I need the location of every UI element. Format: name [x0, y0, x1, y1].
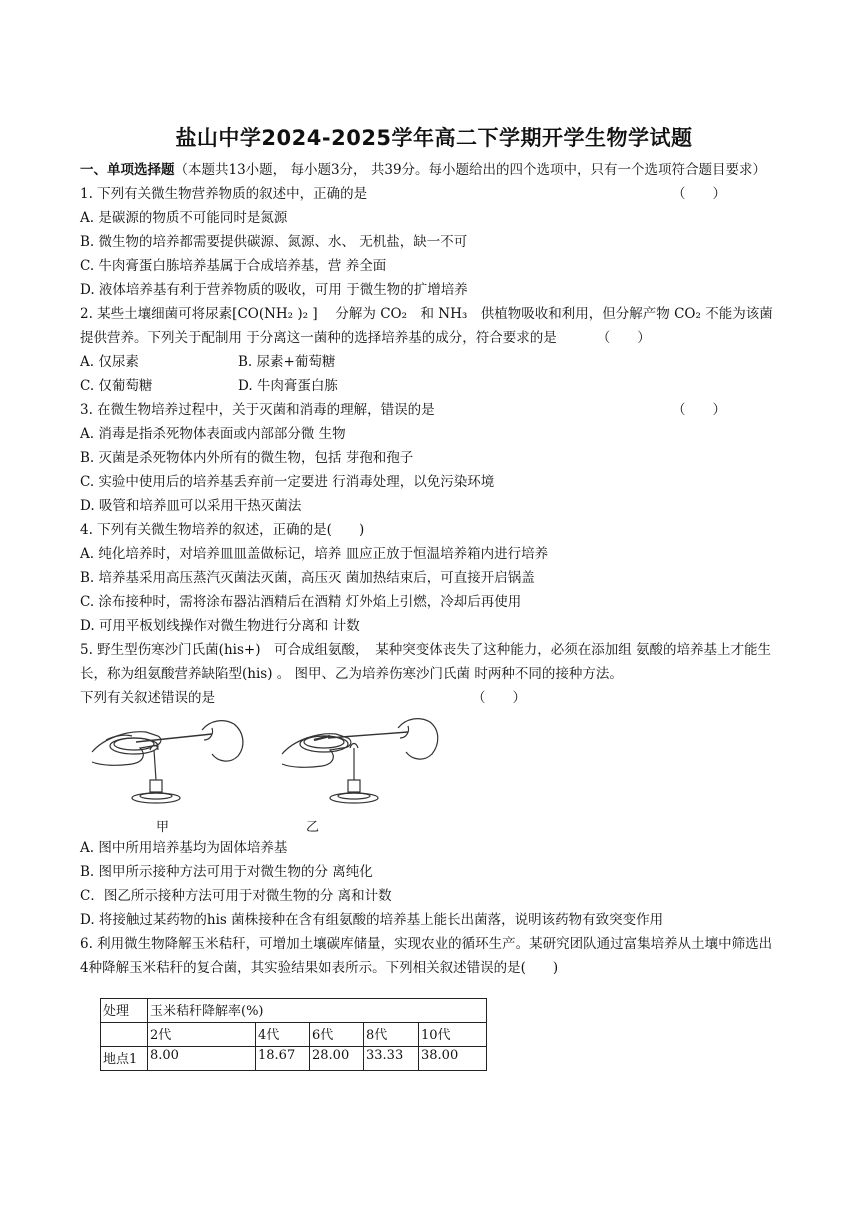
- q1-option-a: A. 是碳源的物质不可能同时是氮源: [80, 210, 288, 226]
- table-row: [101, 1047, 487, 1071]
- q4-option-d: D. 可用平板划线操作对微生物进行分离和 计数: [80, 618, 360, 634]
- table-cell: 地点1: [101, 1047, 148, 1071]
- question-2-stem: [80, 302, 780, 350]
- table-cell: 38.00: [419, 1047, 487, 1071]
- q4-option-a: A. 纯化培养时，对培养皿皿盖做标记，培养 皿应正放于恒温培养箱内进行培养: [80, 546, 549, 562]
- question-4-stem: 4. 下列有关微生物培养的叙述，正确的是( ): [80, 522, 365, 538]
- q1-option-c: C. 牛肉膏蛋白胨培养基属于合成培养基，营 养全面: [80, 258, 387, 274]
- question-5-stem: 5. 野生型伤寒沙门氏菌(his+) 可合成组氨酸， 某种突变体丧失了这种能力，必须在添加组 氨酸的培养基上才能生长，称为组氨酸营养缺陷型(his) 。 图甲、乙为培养伤寒沙门氏菌 时两种不同的接种方法。: [80, 642, 771, 682]
- question-6-stem: 6. 利用微生物降解玉米秸秆，可增加土壤碳库储量，实现农业的循环生产。某研究团队通过富集培养从土壤中筛选出4种降解玉米秸秆的复合菌，其实验结果如表所示。下列相关叙述错误的是( ): [80, 936, 773, 976]
- table-cell: 6代: [310, 1023, 364, 1047]
- question-3-stem: [80, 398, 780, 422]
- table-header-rate: 玉米秸秆降解率(%): [148, 999, 487, 1023]
- q2-option-d: D. 牛肉膏蛋白胨: [238, 378, 338, 394]
- table-cell: 18.67: [256, 1047, 310, 1071]
- table-cell: 10代: [419, 1023, 487, 1047]
- exam-title: 盐山中学2024-2025学年高二下学期开学生物学试题: [175, 126, 693, 150]
- answer-paren: （ ）: [672, 402, 726, 418]
- q2-options-row-2: [80, 374, 780, 398]
- question-2-text: 2. 某些土壤细菌可将尿素[CO(NH₂ )₂ ] 分解为 CO₂ 和 NH₃ 供植物吸收和利用，但分解产物 CO₂ 不能为该菌提供营养。下列关于配制用 于分离这一菌种的选择培养基的成分，符合要求的是: [80, 306, 773, 346]
- q5-option-a: A. 图中所用培养基均为固体培养基: [80, 840, 288, 856]
- q1-option-b: B. 微生物的培养都需要提供碳源、氮源、水、 无机盐，缺一不可: [80, 234, 468, 250]
- table-header-treat: 处理: [101, 999, 148, 1023]
- q2-options-row-1: [80, 350, 780, 374]
- question-1-stem: [80, 182, 780, 206]
- question-5-text-2: 下列有关叙述错误的是: [80, 690, 215, 706]
- question-3-text: 3. 在微生物培养过程中，关于灭菌和消毒的理解，错误的是: [80, 402, 435, 418]
- answer-paren: （ ）: [472, 690, 526, 706]
- q3-option-d: D. 吸管和培养皿可以采用干热灭菌法: [80, 498, 302, 514]
- q3-option-a: A. 消毒是指杀死物体表面或内部部分微 生物: [80, 426, 346, 442]
- table-cell: 4代: [256, 1023, 310, 1047]
- section-1-header: [80, 158, 780, 182]
- table-cell: 8代: [364, 1023, 419, 1047]
- q3-option-b: B. 灭菌是杀死物体内外所有的微生物，包括 芽孢和孢子: [80, 450, 414, 466]
- table-cell: 33.33: [364, 1047, 419, 1071]
- q5-option-d: D. 将接触过某药物的his 菌株接种在含有组氨酸的培养基上能长出菌落，说明该药物有致突变作用: [80, 912, 664, 928]
- figure-jia-illustration: [84, 714, 254, 810]
- figure-jia-label: 甲: [156, 820, 170, 835]
- q3-option-c: C. 实验中使用后的培养基丢弃前一定要进 行消毒处理，以免污染环境: [80, 474, 495, 490]
- section-1-note: （本题共13小题， 每小题3分， 共39分。每小题给出的四个选项中，只有一个选项符合题目要求）: [174, 162, 767, 178]
- inoculation-figures: [80, 714, 780, 835]
- q5-option-b: B. 图甲所示接种方法可用于对微生物的分 离纯化: [80, 864, 373, 880]
- question-1-text: 1. 下列有关微生物营养物质的叙述中，正确的是: [80, 186, 368, 202]
- q2-option-b: B. 尿素+葡萄糖: [238, 354, 336, 370]
- answer-paren: （ ）: [672, 186, 726, 202]
- exam-page: [80, 122, 780, 1071]
- table-cell: 2代: [148, 1023, 256, 1047]
- figure-yi-illustration: [274, 714, 444, 810]
- figure-yi-label: 乙: [306, 820, 320, 835]
- q2-option-c: C. 仅葡萄糖: [80, 378, 153, 394]
- q2-option-a: A. 仅尿素: [80, 354, 139, 370]
- q4-option-b: B. 培养基采用高压蒸汽灭菌法灭菌，高压灭 菌加热结束后，可直接开启锅盖: [80, 570, 535, 586]
- table-cell: 8.00: [148, 1047, 256, 1071]
- question-5-stem-2: [80, 686, 780, 710]
- table-cell: [101, 1023, 148, 1047]
- section-1-head: 一、单项选择题: [80, 162, 175, 178]
- table-gen-row: [101, 1023, 487, 1047]
- degradation-table: [100, 998, 487, 1071]
- q5-option-c: C．图乙所示接种方法可用于对微生物的分 离和计数: [80, 888, 392, 904]
- table-header-row: [101, 999, 487, 1023]
- q1-option-d: D. 液体培养基有利于营养物质的吸收，可用 于微生物的扩增培养: [80, 282, 468, 298]
- table-cell: 28.00: [310, 1047, 364, 1071]
- answer-paren: （ ）: [596, 330, 651, 346]
- q4-option-c: C. 涂布接种时，需将涂布器沾酒精后在酒精 灯外焰上引燃，冷却后再使用: [80, 594, 522, 610]
